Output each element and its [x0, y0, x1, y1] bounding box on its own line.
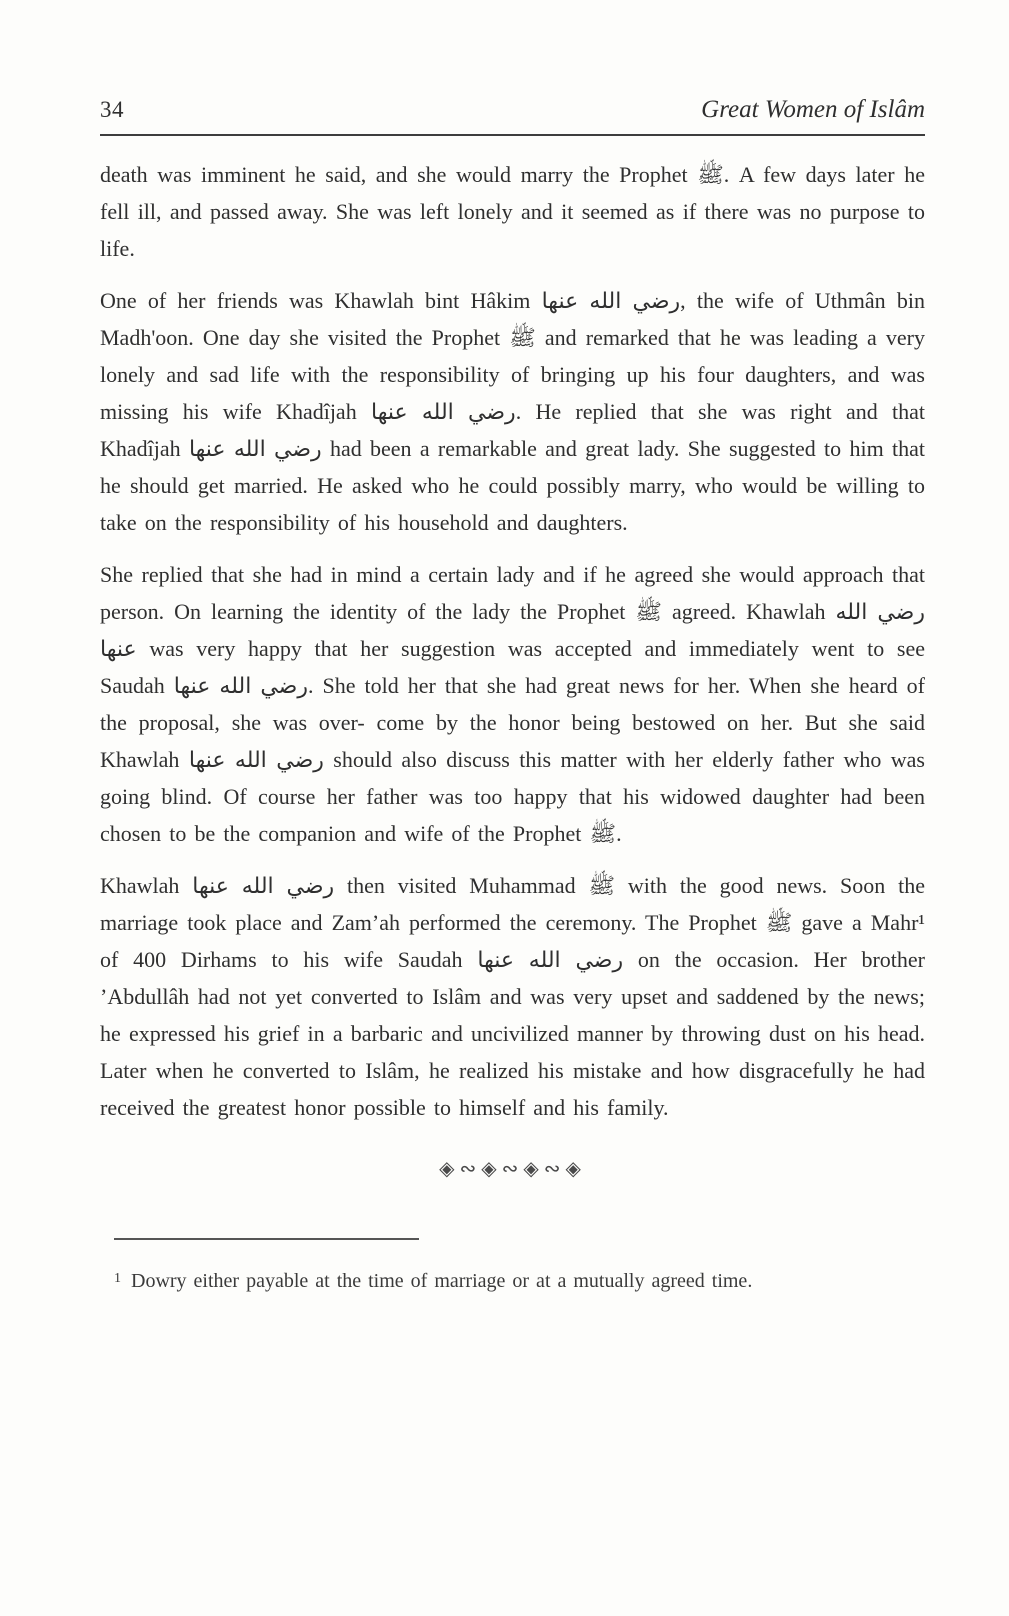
- paragraph: One of her friends was Khawlah bint Hâkim رضي الله عنها, the wife of Uthmân bin Madh'oon. One day she visited the Prophet ﷺ and remarked that he was leading a very lonely and sad life with the responsibility of bringing up his four daughters, and was missing his wife Khadîjah رضي الله عنها. He replied that she was right and that Khadîjah رضي الله عنها had been a remarkable and great lady. She suggested to him that he should get married. He asked who he could possibly marry, who would be willing to take on the responsibility of his household and daughters.: [100, 288, 926, 535]
- header-rule: [100, 134, 925, 136]
- footnote-text: Dowry either payable at the time of marriage or at a mutually agreed time.: [131, 1270, 753, 1292]
- running-title: Great Women of Islâm: [701, 96, 925, 123]
- footnote-rule: [114, 1238, 419, 1240]
- footnote-area: [100, 1238, 925, 1296]
- page-number: 34: [100, 97, 124, 122]
- paragraph: Khawlah رضي الله عنها then visited Muhammad ﷺ with the good news. Soon the marriage took place and Zam’ah performed the ceremony. The Prophet ﷺ gave a Mahr¹ of 400 Dirhams to his wife Saudah رضي الله عنها on the occasion. Her brother ’Abdullâh had not yet converted to Islâm and was very upset and saddened by the news; he expressed his grief in a barbaric and uncivilized manner by throwing dust on his head. Later when he converted to Islâm, he realized his mistake and how disgracefully he had received the greatest honor possible to himself and his family.: [100, 873, 925, 1120]
- page-header: [100, 96, 925, 124]
- paragraph: death was imminent he said, and she would marry the Prophet ﷺ. A few days later he fell ill, and passed away. She was left lonely and it seemed as if there was no purpose to life.: [100, 162, 925, 261]
- section-divider-ornament: ◈∾◈∾◈∾◈: [439, 1156, 586, 1180]
- footnote-marker: 1: [114, 1271, 121, 1286]
- page-body: [100, 156, 925, 1180]
- paragraph: She replied that she had in mind a certain lady and if he agreed she would approach that person. On learning the identity of the lady the Prophet ﷺ agreed. Khawlah رضي الله عنها was very happy that her suggestion was accepted and immediately went to see Saudah رضي الله عنها. She told her that she had great news for her. When she heard of the proposal, she was over- come by the honor being bestowed on her. But she said Khawlah رضي الله عنها should also discuss this matter with her elderly father who was going blind. Of course her father was too happy that his widowed daughter had been chosen to be the companion and wife of the Prophet ﷺ.: [100, 562, 925, 846]
- footnote: [114, 1264, 925, 1296]
